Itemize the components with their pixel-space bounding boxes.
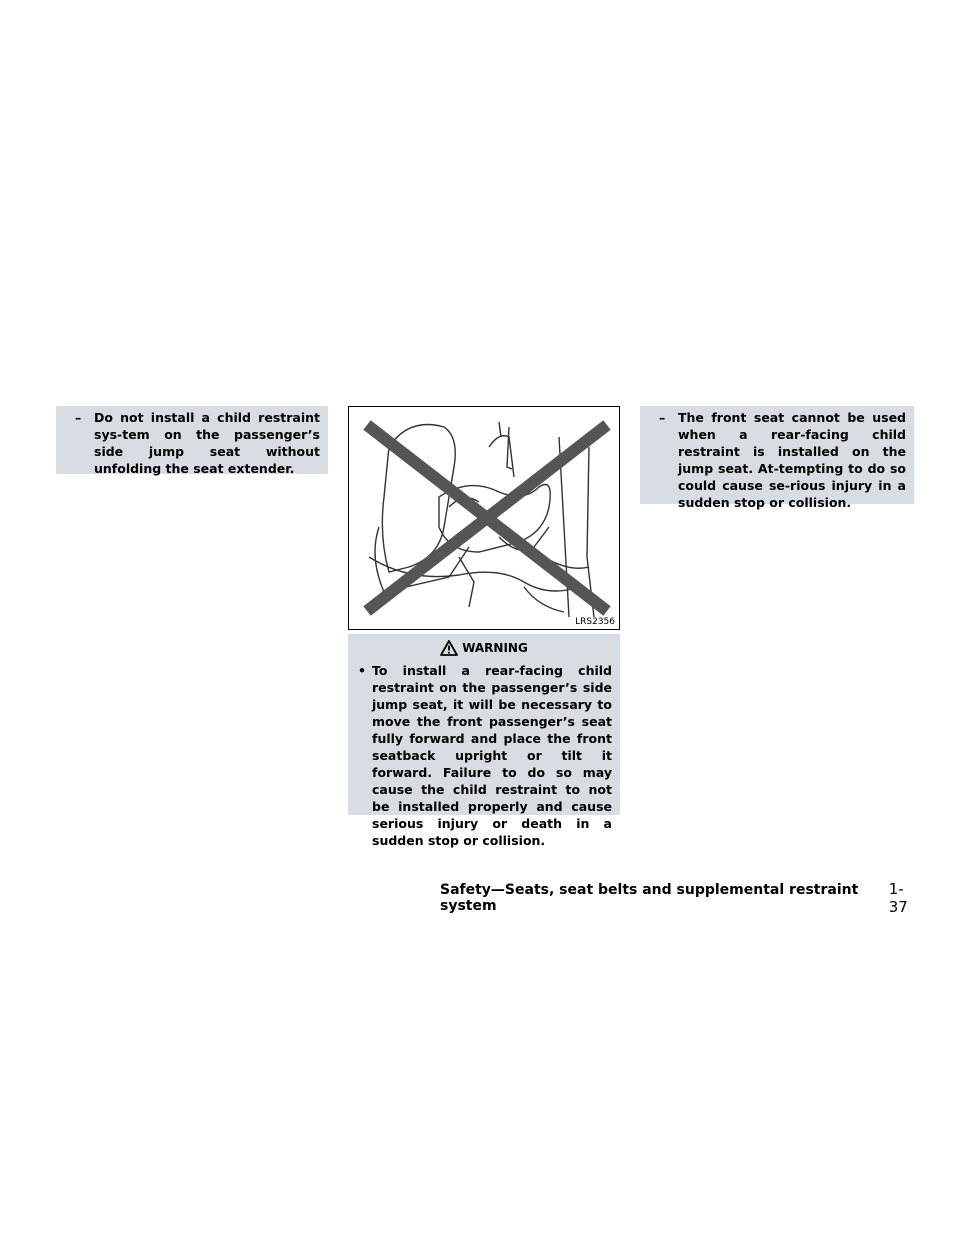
dash-marker: – <box>75 410 82 425</box>
figure-label: LRS2356 <box>575 617 615 627</box>
page-footer <box>440 880 920 916</box>
dash-list-item <box>77 409 320 477</box>
page-number: 1-37 <box>888 880 908 916</box>
buckle-outline <box>459 557 474 607</box>
headrest-outline <box>489 436 514 477</box>
rear-facing-child-seat-prohibited-illustration <box>349 407 621 631</box>
warning-heading-text: WARNING <box>462 641 528 655</box>
right-column-note <box>640 406 914 510</box>
warning-heading <box>348 634 620 662</box>
warning-triangle-icon <box>440 640 458 656</box>
warning-body-box <box>348 659 620 848</box>
dash-list-item <box>661 409 906 511</box>
list-item-text: The front seat cannot be used when a rear-facing child restraint is installed on the jump seat. At-tempting to do so could cause se-rious injury in a sudden stop or collision. <box>678 410 906 510</box>
latch-outline <box>507 427 512 469</box>
prohibition-x-mark <box>367 425 607 611</box>
bullet-list-item <box>358 662 612 849</box>
bullet-marker: • <box>358 663 366 678</box>
left-column-note <box>56 406 328 474</box>
dash-marker: – <box>659 410 666 425</box>
section-title: Safety—Seats, seat belts and supplemental restraint system <box>440 882 859 914</box>
illustration-figure <box>348 406 620 630</box>
list-item-text: Do not install a child restraint sys-tem on the passenger’s side jump seat without unfolding the seat extender. <box>94 410 320 476</box>
warning-text: To install a rear-facing child restraint on the passenger’s side jump seat, it will be necessary to move the front passenger’s seat fully forward and place the front seatback upright or tilt it forward. Failure to do so may cause the child restraint to not be installed properly and cause serious injury or death in a sudden stop or collision. <box>372 663 612 848</box>
